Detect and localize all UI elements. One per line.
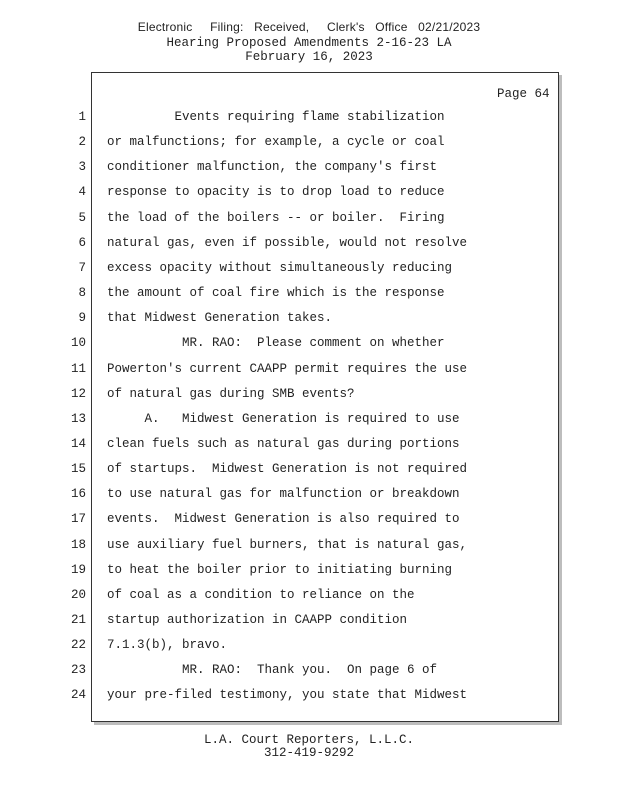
document-title: Hearing Proposed Amendments 2-16-23 LA xyxy=(166,36,452,50)
transcript-line: startup authorization in CAAPP condition xyxy=(107,613,408,627)
line-number: 23 xyxy=(70,663,86,677)
line-number: 18 xyxy=(70,538,86,552)
transcript-line: that Midwest Generation takes. xyxy=(107,311,333,325)
line-number: 6 xyxy=(78,236,86,250)
line-number: 5 xyxy=(78,211,86,225)
transcript-line: clean fuels such as natural gas during portions xyxy=(107,437,460,451)
line-number: 22 xyxy=(70,638,86,652)
line-number: 8 xyxy=(78,286,86,300)
transcript-line: 7.1.3(b), bravo. xyxy=(107,638,228,652)
transcript-line: MR. RAO: Please comment on whether xyxy=(107,336,445,350)
line-number: 15 xyxy=(70,462,86,476)
transcript-line: response to opacity is to drop load to reduce xyxy=(107,185,445,199)
hearing-date: February 16, 2023 xyxy=(245,50,373,64)
line-number: 19 xyxy=(70,563,86,577)
transcript-line: to use natural gas for malfunction or breakdown xyxy=(107,487,460,501)
transcript-line: your pre-filed testimony, you state that Midwest xyxy=(107,688,468,702)
line-number: 7 xyxy=(78,261,86,275)
page-number: Page 64 xyxy=(497,87,550,101)
reporter-company: L.A. Court Reporters, L.L.C. xyxy=(203,733,415,747)
line-number: 13 xyxy=(70,412,86,426)
transcript-line: or malfunctions; for example, a cycle or coal xyxy=(107,135,445,149)
line-number: 16 xyxy=(70,487,86,501)
transcript-line: of startups. Midwest Generation is not required xyxy=(107,462,468,476)
line-number: 11 xyxy=(70,362,86,376)
transcript-line: excess opacity without simultaneously reducing xyxy=(107,261,453,275)
transcript-line: of natural gas during SMB events? xyxy=(107,387,355,401)
transcript-line: natural gas, even if possible, would not resolve xyxy=(107,236,468,250)
transcript-line: to heat the boiler prior to initiating burning xyxy=(107,563,453,577)
line-number: 4 xyxy=(78,185,86,199)
line-number: 17 xyxy=(70,512,86,526)
transcript-line: A. Midwest Generation is required to use xyxy=(107,412,460,426)
line-number: 21 xyxy=(70,613,86,627)
line-number: 9 xyxy=(78,311,86,325)
filing-stamp: Electronic Filing: Received, Clerk's Office 02/21/2023 xyxy=(137,20,481,34)
line-number: 14 xyxy=(70,437,86,451)
transcript-line: the amount of coal fire which is the response xyxy=(107,286,445,300)
line-number: 10 xyxy=(70,336,86,350)
reporter-phone: 312-419-9292 xyxy=(263,746,354,760)
transcript-line: Powerton's current CAAPP permit requires the use xyxy=(107,362,468,376)
transcript-line: events. Midwest Generation is also required to xyxy=(107,512,460,526)
transcript-line: Events requiring flame stabilization xyxy=(107,110,445,124)
line-number: 3 xyxy=(78,160,86,174)
transcript-line: the load of the boilers -- or boiler. Firing xyxy=(107,211,445,225)
line-number: 24 xyxy=(70,688,86,702)
line-number: 1 xyxy=(78,110,86,124)
transcript-line: conditioner malfunction, the company's first xyxy=(107,160,438,174)
transcript-line: use auxiliary fuel burners, that is natural gas, xyxy=(107,538,468,552)
transcript-line: MR. RAO: Thank you. On page 6 of xyxy=(107,663,438,677)
line-number: 2 xyxy=(78,135,86,149)
line-number: 12 xyxy=(70,387,86,401)
line-number: 20 xyxy=(70,588,86,602)
transcript-line: of coal as a condition to reliance on the xyxy=(107,588,415,602)
